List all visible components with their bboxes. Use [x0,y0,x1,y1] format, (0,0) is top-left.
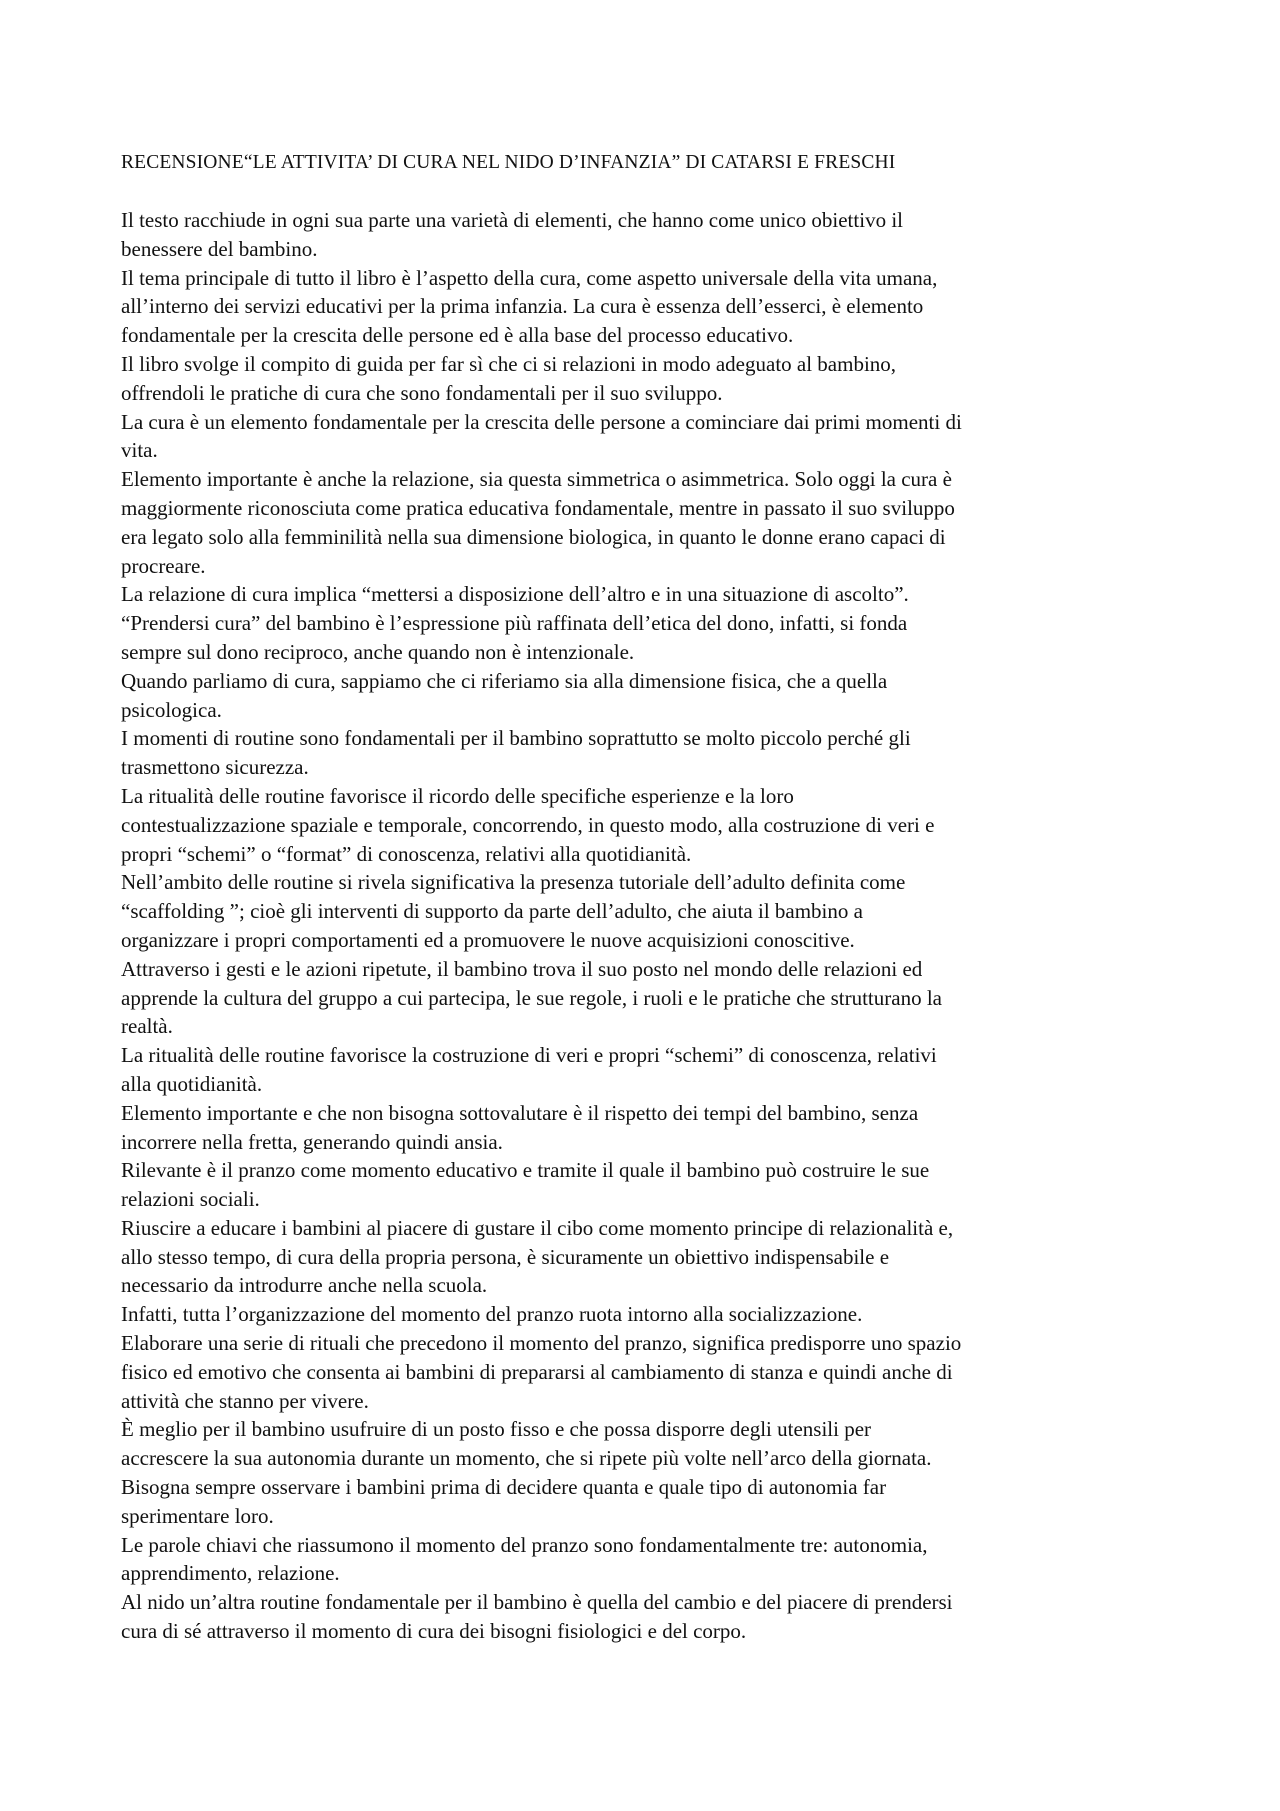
body-text-line: Elaborare una serie di rituali che precedono il momento del pranzo, significa predisporre uno spazio [121,1331,962,1356]
body-text-line: Riuscire a educare i bambini al piacere di gustare il cibo come momento principe di relazionalità e, [121,1215,954,1240]
body-text-line: “Prendersi cura” del bambino è l’espressione più raffinata dell’etica del dono, infatti, si fonda [121,611,908,636]
body-text-line: maggiormente riconosciuta come pratica educativa fondamentale, mentre in passato il suo sviluppo [121,495,955,520]
body-text-line: realtà. [121,1014,173,1039]
body-text-line: trasmettono sicurezza. [121,755,309,780]
body-text-line: La relazione di cura implica “mettersi a disposizione dell’altro e in una situazione di ascolto”. [121,582,909,607]
body-text-line: La ritualità delle routine favorisce il ricordo delle specifiche esperienze e la loro [121,783,794,808]
body-text-line: necessario da introdurre anche nella scuola. [121,1273,488,1298]
body-text-line: Rilevante è il pranzo come momento educativo e tramite il quale il bambino può costruire le sue [121,1158,930,1183]
body-text-line: apprende la cultura del gruppo a cui partecipa, le sue regole, i ruoli e le pratiche che strutturano la [121,985,942,1010]
body-text-line: procreare. [121,553,206,578]
body-text-line: relazioni sociali. [121,1187,260,1212]
body-text-line: sempre sul dono reciproco, anche quando non è intenzionale. [121,639,635,664]
body-text-line: I momenti di routine sono fondamentali per il bambino soprattutto se molto piccolo perché gli [121,726,911,751]
body-text-line: allo stesso tempo, di cura della propria persona, è sicuramente un obiettivo indispensabile e [121,1244,890,1269]
body-text-line: Attraverso i gesti e le azioni ripetute, il bambino trova il suo posto nel mondo delle relazioni ed [121,956,923,981]
body-text-line: sperimentare loro. [121,1503,274,1528]
body-text-line: alla quotidianità. [121,1071,263,1096]
body-text-line: apprendimento, relazione. [121,1561,340,1586]
body-text-line: attività che stanno per vivere. [121,1388,369,1413]
body-text-line: incorrere nella fretta, generando quindi ansia. [121,1129,503,1154]
body-text-line: Le parole chiavi che riassumono il momento del pranzo sono fondamentalmente tre: autonomia, [121,1532,928,1557]
body-text-line: offrendoli le pratiche di cura che sono fondamentali per il suo sviluppo. [121,380,723,405]
body-text-line: È meglio per il bambino usufruire di un posto fisso e che possa disporre degli utensili per [121,1417,872,1442]
body-text-line: Elemento importante e che non bisogna sottovalutare è il rispetto dei tempi del bambino, senza [121,1100,919,1125]
body-text-line: propri “schemi” o “format” di conoscenza, relativi alla quotidianità. [121,841,692,866]
body-text-line: fondamentale per la crescita delle persone ed è alla base del processo educativo. [121,323,794,348]
body-text-line: “scaffolding ”; cioè gli interventi di supporto da parte dell’adulto, che aiuta il bambino a [121,899,863,924]
body-text-line: fisico ed emotivo che consenta ai bambini di prepararsi al cambiamento di stanza e quindi anche di [121,1359,953,1384]
body-text-line: benessere del bambino. [121,236,318,261]
body-text-line: all’interno dei servizi educativi per la prima infanzia. La cura è essenza dell’esserci, è elemento [121,294,924,319]
body-text-line: accrescere la sua autonomia durante un momento, che si ripete più volte nell’arco della giornata. [121,1446,932,1471]
body-text-line: organizzare i propri comportamenti ed a promuovere le nuove acquisizioni conoscitive. [121,927,855,952]
body-text-line: Il libro svolge il compito di guida per far sì che ci si relazioni in modo adeguato al bambino, [121,351,897,376]
body-text-line: Elemento importante è anche la relazione, sia questa simmetrica o asimmetrica. Solo oggi la cura è [121,467,952,492]
body-text-line: psicologica. [121,697,222,722]
body-text-line: Infatti, tutta l’organizzazione del momento del pranzo ruota intorno alla socializzazione. [121,1302,863,1327]
document-body [121,206,1171,1646]
body-text-line: era legato solo alla femminilità nella sua dimensione biologica, in quanto le donne erano capaci di [121,524,946,549]
body-text-line: La ritualità delle routine favorisce la costruzione di veri e propri “schemi” di conoscenza, relativi [121,1043,937,1068]
body-text-line: Al nido un’altra routine fondamentale per il bambino è quella del cambio e del piacere di prendersi [121,1590,953,1615]
document-title: RECENSIONE“LE ATTIVITA’ DI CURA NEL NIDO D’INFANZIA” DI CATARSI E FRESCHI [121,152,896,173]
body-text-line: Il testo racchiude in ogni sua parte una varietà di elementi, che hanno come unico obiettivo il [121,208,903,232]
body-text-line: La cura è un elemento fondamentale per la crescita delle persone a cominciare dai primi momenti di [121,409,962,434]
body-text-line: vita. [121,438,158,463]
body-text-line: Il tema principale di tutto il libro è l’aspetto della cura, come aspetto universale della vita umana, [121,265,938,290]
body-text-line: Nell’ambito delle routine si rivela significativa la presenza tutoriale dell’adulto definita come [121,870,906,895]
body-text-line: Quando parliamo di cura, sappiamo che ci riferiamo sia alla dimensione fisica, che a quella [121,668,888,693]
body-text-line: contestualizzazione spaziale e temporale, concorrendo, in questo modo, alla costruzione di veri e [121,812,935,837]
body-text-line: Bisogna sempre osservare i bambini prima di decidere quanta e quale tipo di autonomia far [121,1475,887,1500]
body-text-line: cura di sé attraverso il momento di cura dei bisogni fisiologici e del corpo. [121,1619,747,1644]
